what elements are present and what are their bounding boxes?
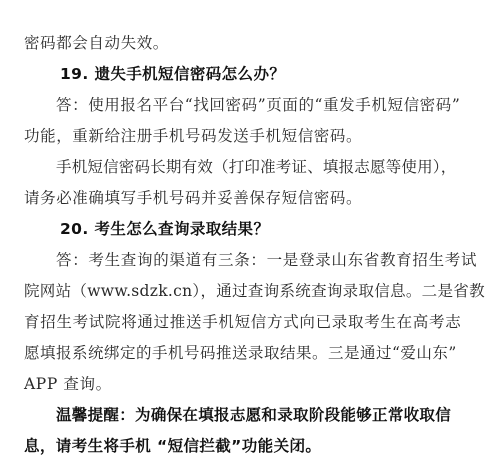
answer-19-line-3: 手机短信密码长期有效（打印准考证、填报志愿等使用），: [56, 158, 457, 176]
reminder-line-2: 息，请考生将手机 “短信拦截”功能关闭。: [24, 437, 322, 455]
reminder-text: 为确保在填报志愿和录取阶段能够正常收取信: [135, 406, 452, 424]
question-19-heading: 19. 遗失手机短信密码怎么办？: [60, 65, 286, 83]
reminder-label: 温馨提醒：: [56, 406, 136, 424]
answer-19-line-2: 功能，重新给注册手机号码发送手机短信密码。: [24, 127, 363, 145]
answer-19-line-1: 答：使用报名平台“找回密码”页面的“重发手机短信密码”: [56, 96, 461, 114]
paragraph-line: 密码都会自动失效。: [24, 34, 169, 52]
answer-20-line-2: 院网站（www.sdzk.cn），通过查询系统查询录取信息。二是省教: [24, 282, 485, 300]
answer-19-line-4: 请务必准确填写手机号码并妥善保存短信密码。: [24, 189, 363, 207]
answer-20-line-5: APP 查询。: [24, 375, 112, 393]
answer-20-line-3: 育招生考试院将通过推送手机短信方式向已录取考生在高考志: [24, 313, 462, 331]
answer-20-line-4: 愿填报系统绑定的手机号码推送录取结果。三是通过“爱山东”: [24, 344, 457, 362]
answer-20-line-1: 答：考生查询的渠道有三条：一是登录山东省教育招生考试: [56, 251, 478, 269]
reminder-line-1: [56, 405, 451, 425]
question-20-heading: 20. 考生怎么查询录取结果？: [60, 220, 270, 238]
